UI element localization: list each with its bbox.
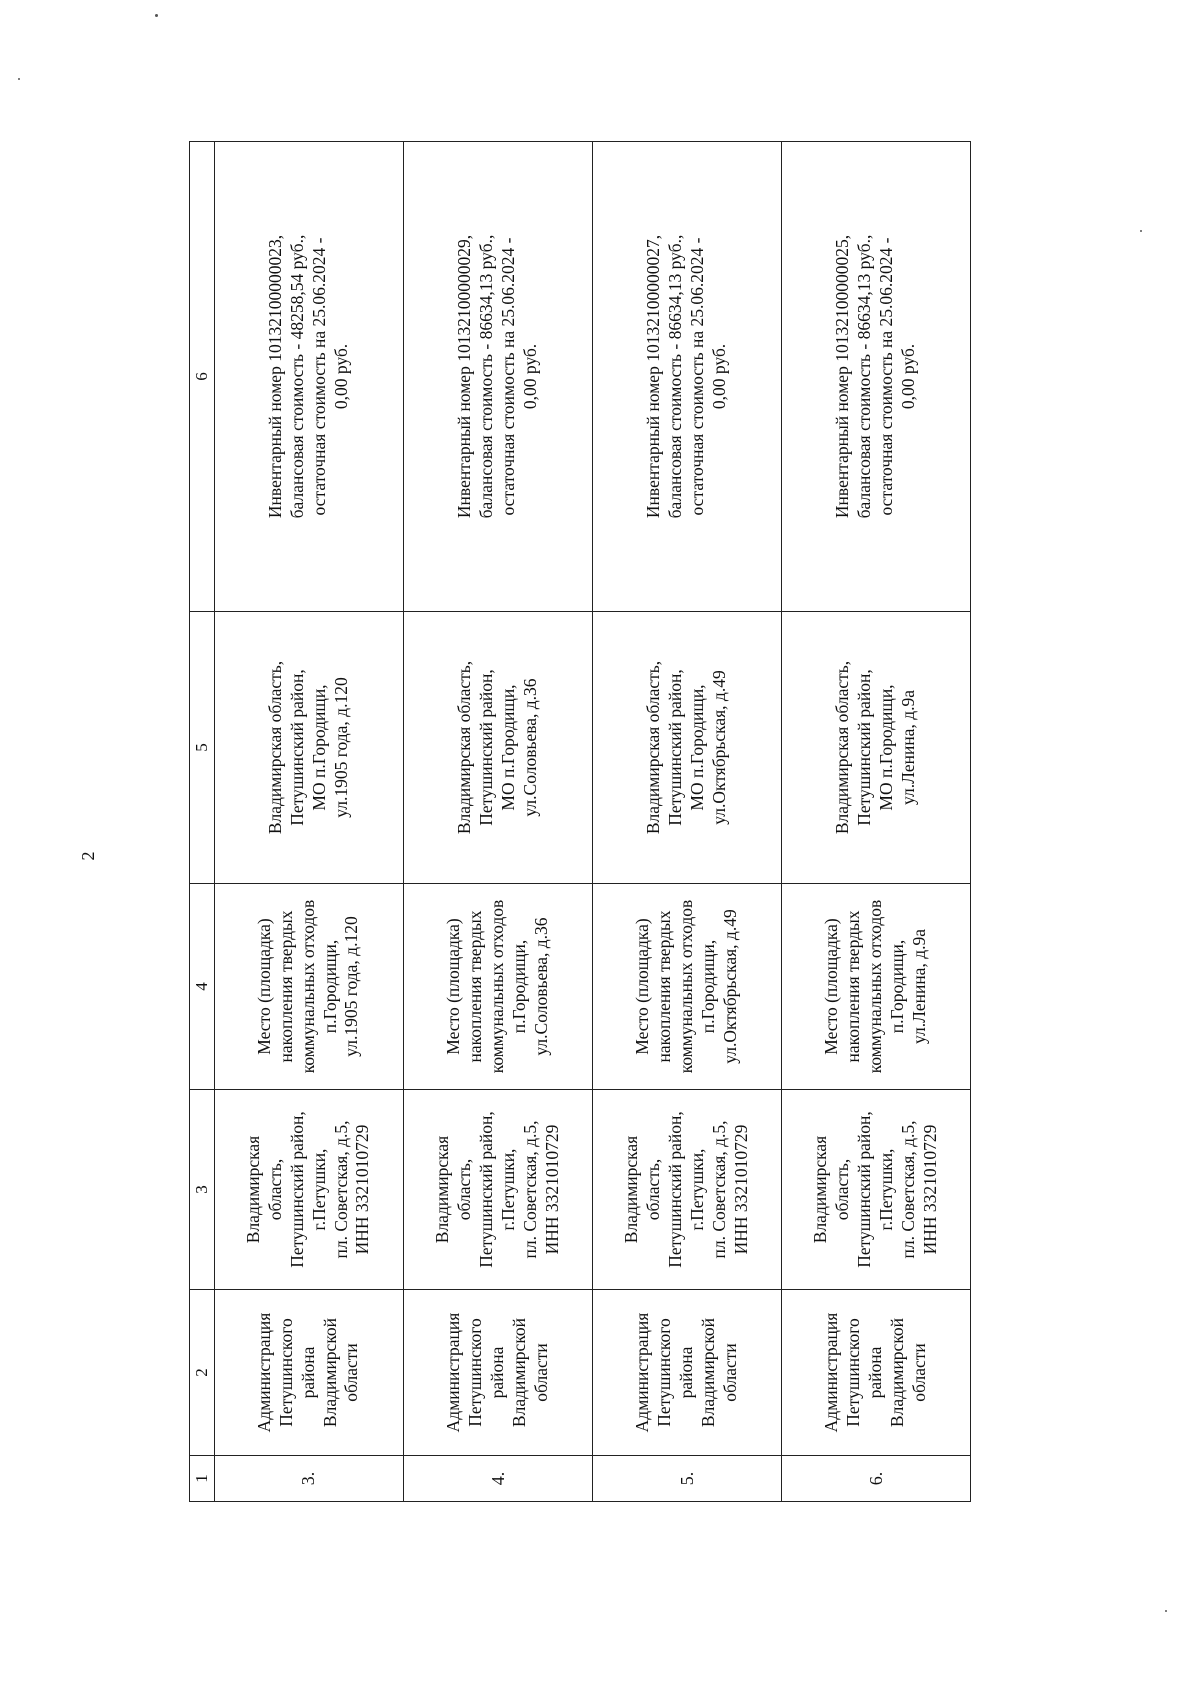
object-address-cell: [592, 612, 781, 884]
cell-text-line: Петушинский район,: [286, 1111, 307, 1268]
cell-text-line: района: [675, 1346, 696, 1399]
property-details-cell: [403, 142, 592, 612]
cell-text-line: накопления твердых: [464, 910, 485, 1063]
cell-text-line: накопления твердых: [654, 910, 675, 1063]
object-address-cell: [214, 612, 403, 884]
cell-text-line: ул.Соловьева, д.36: [519, 678, 540, 817]
organization-address-cell: [403, 1090, 592, 1290]
scan-speck: [18, 78, 20, 80]
row-number-cell: 6.: [781, 1456, 970, 1502]
scan-speck: [155, 14, 158, 17]
cell-text-line: МО п.Городищи,: [686, 684, 707, 811]
object-address-cell: [781, 612, 970, 884]
property-table: [189, 141, 971, 1502]
cell-text-line: г.Петушки,: [497, 1148, 518, 1231]
cell-text-line: Владимирская область,: [643, 660, 664, 835]
organization-cell: [592, 1290, 781, 1456]
cell-text-line: Владимирской: [697, 1317, 718, 1428]
cell-text-line: Инвентарный номер 10132100000025,: [832, 234, 853, 519]
cell-text-line: Владимирская область,: [832, 660, 853, 835]
cell-text-line: п.Городищи,: [319, 939, 340, 1034]
header-cell-4: 4: [190, 884, 215, 1090]
cell-text-line: область,: [264, 1158, 285, 1221]
cell-text-line: 0,00 руб.: [708, 343, 729, 410]
cell-text-line: область,: [454, 1158, 474, 1221]
cell-text-line: накопления твердых: [275, 910, 296, 1063]
cell-text-line: ул.Ленина, д.9а: [908, 929, 929, 1045]
row-number-cell: 4.: [403, 1456, 592, 1502]
page-number: 2: [78, 851, 98, 861]
cell-text-line: ул.1905 года, д.120: [341, 916, 362, 1057]
cell-text-line: района: [297, 1346, 318, 1399]
cell-text-line: коммунальных отходов: [486, 899, 507, 1074]
cell-text-line: Петушинский район,: [854, 1111, 875, 1268]
cell-text-line: ИНН 3321010729: [541, 1124, 562, 1255]
object-address-cell: [403, 612, 592, 884]
cell-text-line: балансовая стоимость - 86634,13 руб.,: [475, 234, 496, 519]
cell-text-line: Место (площадка): [632, 918, 653, 1055]
cell-text-line: Владимирской: [886, 1317, 907, 1428]
cell-text-line: области: [341, 1343, 362, 1402]
cell-text-line: остаточная стоимость на 25.06.2024 -: [875, 237, 896, 516]
cell-text-line: п.Городищи,: [697, 939, 718, 1034]
table-row: [403, 142, 592, 1502]
cell-text-line: Владимирской: [319, 1317, 340, 1428]
header-cell-5: 5: [190, 612, 215, 884]
cell-text-line: Администрация: [253, 1312, 274, 1433]
cell-text-line: Петушинского: [843, 1318, 864, 1427]
cell-text-line: Администрация: [821, 1312, 842, 1433]
cell-text-line: Место (площадка): [253, 918, 274, 1055]
cell-text-line: пл. Советская, д.5,: [519, 1120, 540, 1259]
cell-text-line: МО п.Городищи,: [875, 684, 896, 811]
cell-text-line: МО п.Городищи,: [308, 684, 329, 811]
cell-text-line: остаточная стоимость на 25.06.2024 -: [497, 237, 518, 516]
organization-cell: [403, 1290, 592, 1456]
table-row: [781, 142, 970, 1502]
cell-text-line: Владимирская область,: [454, 660, 474, 835]
organization-cell: [214, 1290, 403, 1456]
scan-speck: [1165, 1610, 1167, 1612]
cell-text-line: Владимирской: [508, 1317, 529, 1428]
cell-text-line: Петушинского: [654, 1318, 675, 1427]
cell-text-line: г.Петушки,: [875, 1148, 896, 1231]
cell-text-line: района: [486, 1346, 507, 1399]
cell-text-line: Владимирская: [243, 1135, 264, 1244]
cell-text-line: Владимирская: [432, 1135, 453, 1244]
property-details-cell: [592, 142, 781, 612]
table-row: [592, 142, 781, 1502]
cell-text-line: пл. Советская, д.5,: [708, 1120, 729, 1259]
cell-text-line: Петушинский район,: [475, 669, 496, 826]
cell-text-line: области: [530, 1343, 551, 1402]
cell-text-line: МО п.Городищи,: [497, 684, 518, 811]
cell-text-line: Владимирская: [810, 1135, 831, 1244]
cell-text-line: коммунальных отходов: [865, 899, 885, 1074]
cell-text-line: Администрация: [632, 1312, 653, 1433]
cell-text-line: Петушинский район,: [475, 1111, 496, 1268]
cell-text-line: 0,00 руб.: [330, 343, 351, 410]
cell-text-line: накопления твердых: [843, 910, 864, 1063]
cell-text-line: коммунальных отходов: [675, 899, 696, 1074]
cell-text-line: п.Городищи,: [508, 939, 529, 1034]
cell-text-line: ИНН 3321010729: [352, 1124, 373, 1255]
cell-text-line: ИНН 3321010729: [730, 1124, 751, 1255]
cell-text-line: балансовая стоимость - 86634,13 руб.,: [854, 234, 875, 519]
cell-text-line: 0,00 руб.: [897, 343, 918, 410]
cell-text-line: Владимирская: [621, 1135, 642, 1244]
row-number-cell: 5.: [592, 1456, 781, 1502]
cell-text-line: балансовая стоимость - 48258,54 руб.,: [286, 234, 307, 519]
cell-text-line: 0,00 руб.: [519, 343, 540, 410]
cell-text-line: Петушинский район,: [664, 669, 685, 826]
cell-text-line: ул.Ленина, д.9а: [897, 690, 918, 806]
header-cell-2: 2: [190, 1290, 215, 1456]
property-details-cell: [781, 142, 970, 612]
cell-text-line: Инвентарный номер 10132100000027,: [643, 234, 664, 519]
table-row: [214, 142, 403, 1502]
cell-text-line: п.Городищи,: [886, 939, 907, 1034]
cell-text-line: коммунальных отходов: [297, 899, 318, 1074]
object-name-cell: [214, 884, 403, 1090]
header-cell-3: 3: [190, 1090, 215, 1290]
header-row: [190, 142, 215, 1502]
organization-address-cell: [214, 1090, 403, 1290]
cell-text-line: Владимирская область,: [264, 660, 285, 835]
cell-text-line: г.Петушки,: [308, 1148, 329, 1231]
cell-text-line: балансовая стоимость - 86634,13 руб.,: [664, 234, 685, 519]
cell-text-line: района: [865, 1346, 885, 1399]
cell-text-line: Инвентарный номер 10132100000023,: [264, 234, 285, 519]
row-number-cell: 3.: [214, 1456, 403, 1502]
cell-text-line: ИНН 3321010729: [919, 1124, 940, 1255]
cell-text-line: Администрация: [443, 1312, 464, 1433]
cell-text-line: ул.Соловьева, д.36: [530, 917, 551, 1056]
cell-text-line: пл. Советская, д.5,: [330, 1120, 351, 1259]
organization-cell: [781, 1290, 970, 1456]
cell-text-line: ул.1905 года, д.120: [330, 677, 351, 818]
table-body: [190, 142, 971, 1502]
cell-text-line: остаточная стоимость на 25.06.2024 -: [686, 237, 707, 516]
cell-text-line: Место (площадка): [821, 918, 842, 1055]
object-name-cell: [403, 884, 592, 1090]
cell-text-line: Петушинский район,: [664, 1111, 685, 1268]
cell-text-line: ул.Октябрьская, д.49: [719, 909, 740, 1064]
cell-text-line: пл. Советская, д.5,: [897, 1120, 918, 1259]
cell-text-line: остаточная стоимость на 25.06.2024 -: [308, 237, 329, 516]
cell-text-line: Место (площадка): [443, 918, 464, 1055]
cell-text-line: области: [908, 1343, 929, 1402]
cell-text-line: Петушинский район,: [854, 669, 875, 826]
object-name-cell: [781, 884, 970, 1090]
cell-text-line: Петушинский район,: [286, 669, 307, 826]
header-cell-1: 1: [190, 1456, 215, 1502]
organization-address-cell: [592, 1090, 781, 1290]
cell-text-line: Петушинского: [275, 1318, 296, 1427]
cell-text-line: Инвентарный номер 10132100000029,: [454, 234, 474, 519]
table-container: [189, 142, 971, 1502]
cell-text-line: Петушинского: [464, 1318, 485, 1427]
cell-text-line: ул.Октябрьская, д.49: [708, 670, 729, 825]
cell-text-line: область,: [832, 1158, 853, 1221]
cell-text-line: области: [719, 1343, 740, 1402]
cell-text-line: область,: [643, 1158, 664, 1221]
object-name-cell: [592, 884, 781, 1090]
organization-address-cell: [781, 1090, 970, 1290]
property-details-cell: [214, 142, 403, 612]
header-cell-6: 6: [190, 142, 215, 612]
cell-text-line: г.Петушки,: [686, 1148, 707, 1231]
scan-speck: [1140, 230, 1142, 232]
